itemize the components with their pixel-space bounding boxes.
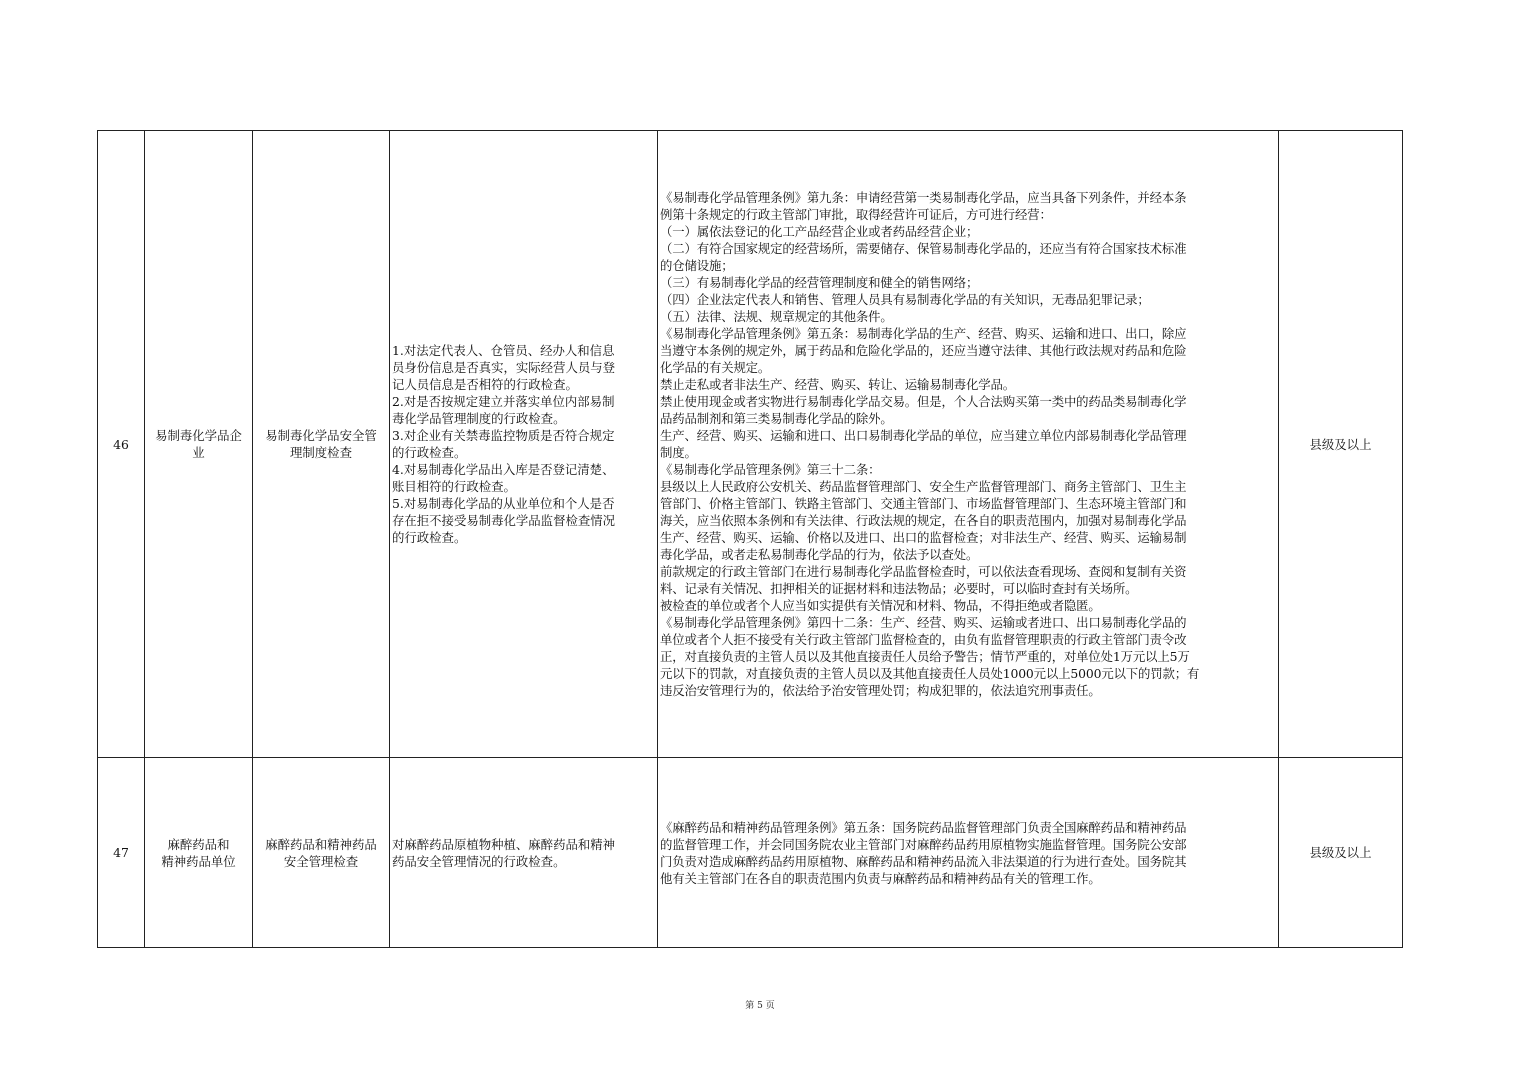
implementation-level-cell [1279,758,1403,948]
inspection-content: 对麻醉药品原植物种植、麻醉药品和精神 药品安全管理情况的行政检查。 [392,836,616,869]
inspection-object: 易制毒化学品企 业 [155,428,242,460]
inspection-item-cell [253,758,390,948]
inspection-item: 易制毒化学品安全管 理制度检查 [265,428,377,460]
table-row [98,131,1403,758]
inspection-item-cell [253,131,390,758]
row-number-cell [98,131,145,758]
inspection-content: 1.对法定代表人、仓管员、经办人和信息 员身份信息是否真实，实际经营人员与登 记人员信息是否相符的行政检查。 2.对是否按规定建立并落实单位内部易制 毒化学品管理制度的行政检查。 3.对企业有关禁毒监控物质是否符合规定 的行政检查。 4.对易制毒化学品出入库是否登记清楚、 账目相符的行政检查。 5.对易制毒化学品的从业单位和个人是否 存在拒不接受易制毒化学品监督检查情况 的行政检查。 [392,343,616,545]
inspection-object-cell [145,131,253,758]
legal-basis-cell [658,758,1279,948]
row-number: 46 [113,436,129,452]
legal-basis: 《麻醉药品和精神药品管理条例》第五条：国务院药品监督管理部门负责全国麻醉药品和精神药品 的监督管理工作，并会同国务院农业主管部门对麻醉药品药用原植物实施监督管理。国务院公安部 门负责对造成麻醉药品药用原植物、麻醉药品和精神药品流入非法渠道的行为进行查处。国务院其 他有关主管部门在各自的职责范围内负责与麻醉药品和精神药品有关的管理工作。 [660,819,1187,886]
row-number-cell [98,758,145,948]
inspection-content-cell [390,758,658,948]
table-row [98,758,1403,948]
legal-basis-cell [658,131,1279,758]
inspection-object-cell [145,758,253,948]
row-number: 47 [113,845,129,860]
implementation-level-cell [1279,131,1403,758]
page-number: 第 5 页 [745,1001,775,1011]
legal-basis: 《易制毒化学品管理条例》第九条：申请经营第一类易制毒化学品，应当具备下列条件，并经本条 例第十条规定的行政主管部门审批，取得经营许可证后，方可进行经营： （一）属依法登记的化工产品经营企业或者药品经营企业； （二）有符合国家规定的经营场所，需要储存、保管易制毒化学品的，还应当有符合国家技术标准 的仓储设施； （三）有易制毒化学品的经营管理制度和健全的销售网络； （四）企业法定代表人和销售、管理人员具有易制毒化学品的有关知识，无毒品犯罪记录； （五）法律、法规、规章规定的其他条件。 《易制毒化学品管理条例》第五条：易制毒化学品的生产、经营、购买、运输和进口、出口，除应 当遵守本条例的规定外，属于药品和危险化学品的，还应当遵守法律、其他行政法规对药品和危险 化学品的有关规定。 禁止走私或者非法生产、经营、购买、转让、运输易制毒化学品。 禁止使用现金或者实物进行易制毒化学品交易。但是，个人合法购买第一类中的药品类易制毒化学 品药品制剂和第三类易制毒化学品的除外。 生产、经营、购买、运输和进口、出口易制毒化学品的单位，应当建立单位内部易制毒化学品管理 制度。 《易制毒化学品管理条例》第三十二条： 县级以上人民政府公安机关、药品监督管理部门、安全生产监督管理部门、商务主管部门、卫生主 管部门、价格主管部门、铁路主管部门、交通主管部门、市场监督管理部门、生态环境主管部门和 海关，应当依照本条例和有关法律、行政法规的规定，在各自的职责范围内，加强对易制毒化学品 生产、经营、购买、运输、价格以及进口、出口的监督检查；对非法生产、经营、购买、运输易制 毒化学品，或者走私易制毒化学品的行为，依法予以查处。 前款规定的行政主管部门在进行易制毒化学品监督检查时，可以依法查看现场、查阅和复制有关资 料、记录有关情况、扣押相关的证据材料和违法物品；必要时，可以临时查封有关场所。 被检查的单位或者个人应当如实提供有关情况和材料、物品，不得拒绝或者隐匿。 《易制毒化学品管理条例》第四十二条：生产、经营、购买、运输或者进口、出口易制毒化学品的 单位或者个人拒不接受有关行政主管部门监督检查的，由负有监督管理职责的行政主管部门责令改 正，对直接负责的主管人员以及其他直接责任人员给予警告；情节严重的，对单位处1万元以上5万 元以下的罚款，对直接负责的主管人员以及其他直接责任人员处1000元以上5000元以下的罚款；有 违反治安管理行为的，依法给予治安管理处罚；构成犯罪的，依法追究刑事责任。 [660,190,1200,698]
inspection-table [97,130,1403,948]
implementation-level: 县级及以上 [1309,845,1372,860]
inspection-object: 麻醉药品和 精神药品单位 [161,836,236,869]
implementation-level: 县级及以上 [1309,436,1372,452]
inspection-content-cell [390,131,658,758]
inspection-item: 麻醉药品和精神药品 安全管理检查 [265,836,377,869]
